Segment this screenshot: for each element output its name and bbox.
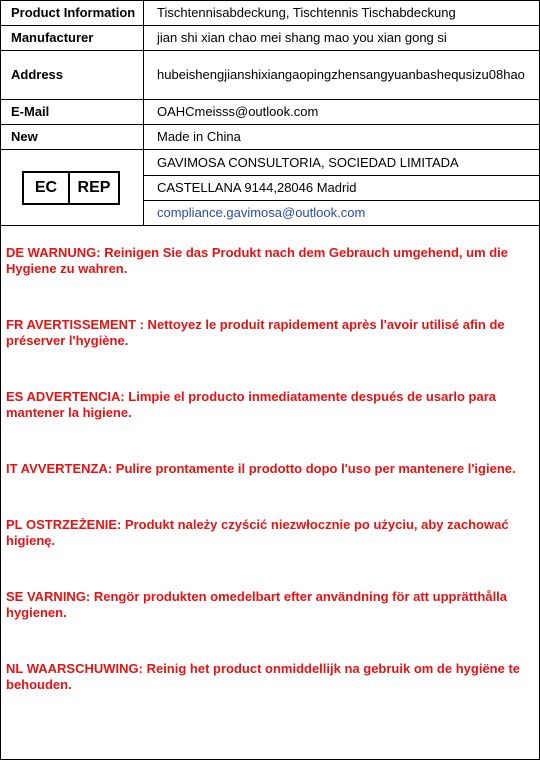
new-value: Made in China: [144, 125, 540, 150]
rep-address: CASTELLANA 9144,28046 Madrid: [144, 176, 539, 201]
rep-logo-text: REP: [77, 178, 111, 196]
rep-email-link[interactable]: compliance.gavimosa@outlook.com: [157, 204, 366, 220]
table-row: [1, 125, 539, 150]
rep-company: GAVIMOSA CONSULTORIA, SOCIEDAD LIMITADA: [144, 151, 539, 176]
product-info-table: [1, 1, 539, 226]
email-value: OAHCmeisss@outlook.com: [144, 100, 540, 125]
eu-representative-details: [144, 150, 540, 226]
ec-rep-logo-cell: [1, 150, 144, 226]
eu-representative-row: [1, 150, 539, 226]
table-row: [1, 51, 539, 100]
new-label: New: [1, 125, 144, 150]
table-row: [1, 1, 539, 26]
product-info-label: Product Information: [1, 1, 144, 26]
table-row: [1, 26, 539, 51]
warning-nl: NL WAARSCHUWING: Reinig het product onmiddellijk na gebruik om de hygiëne te behouden.: [6, 661, 521, 692]
ec-logo-text: EC: [24, 173, 70, 203]
warnings-section: [1, 245, 539, 693]
manufacturer-label: Manufacturer: [1, 26, 144, 51]
rep-email-cell: [144, 201, 539, 225]
warning-de: DE WARNUNG: Reinigen Sie das Produkt nach dem Gebrauch umgehend, um die Hygiene zu wahren.: [6, 245, 509, 276]
warning-it: IT AVVERTENZA: Pulire prontamente il prodotto dopo l'uso per mantenere l'igiene.: [6, 461, 516, 476]
email-label: E-Mail: [1, 100, 144, 125]
warning-es: ES ADVERTENCIA: Limpie el producto inmediatamente después de usarlo para mantener la higiene.: [6, 389, 497, 420]
warning-se: SE VARNING: Rengör produkten omedelbart efter användning för att upprätthålla hygienen.: [6, 589, 508, 620]
ec-rep-logo: [22, 171, 120, 205]
product-info-value: Tischtennisabdeckung, Tischtennis Tischabdeckung: [144, 1, 540, 26]
manufacturer-value: jian shi xian chao mei shang mao you xian gong si: [144, 26, 540, 51]
address-label: Address: [1, 51, 144, 100]
address-value: hubeishengjianshixiangaopingzhensangyuanbashequsizu08hao: [144, 51, 540, 100]
warning-fr: FR AVERTISSEMENT : Nettoyez le produit rapidement après l'avoir utilisé afin de préserver l'hygiène.: [6, 317, 505, 348]
warning-pl: PL OSTRZEŻENIE: Produkt należy czyścić niezwłocznie po użyciu, aby zachować higienę.: [6, 517, 509, 548]
table-row: [1, 100, 539, 125]
